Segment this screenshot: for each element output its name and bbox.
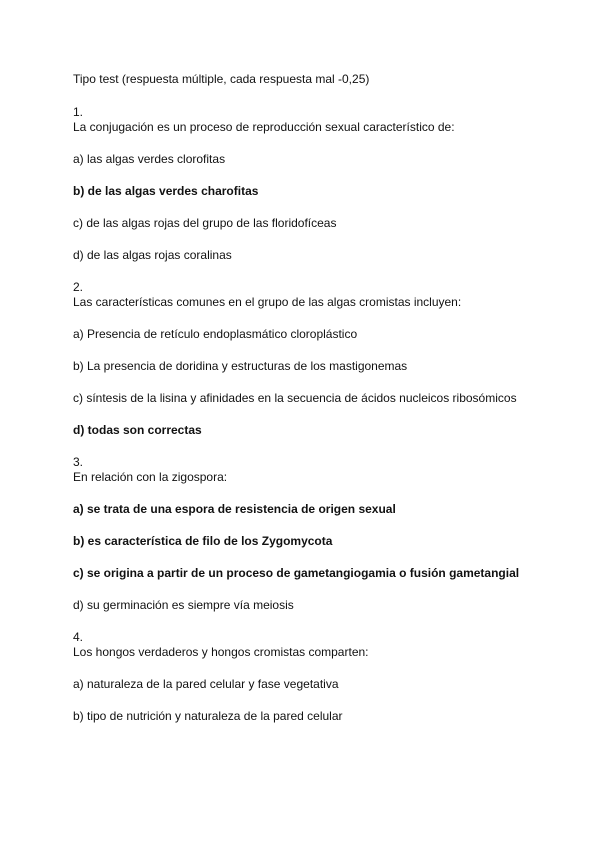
option-c: c) de las algas rojas del grupo de las floridofíceas (73, 216, 337, 230)
option-a: a) se trata de una espora de resistencia de origen sexual (73, 502, 396, 516)
option-c: c) síntesis de la lisina y afinidades en la secuencia de ácidos nucleicos ribosómicos (73, 391, 517, 405)
question-number: 2. (73, 280, 84, 294)
option-a: a) naturaleza de la pared celular y fase vegetativa (73, 677, 339, 691)
question-3 (73, 455, 543, 613)
question-text: Las características comunes en el grupo de las algas cromistas incluyen: (73, 295, 462, 309)
option-d: d) de las algas rojas coralinas (73, 248, 232, 262)
question-4 (73, 630, 543, 724)
test-heading: Tipo test (respuesta múltiple, cada respuesta mal -0,25) (73, 72, 370, 86)
option-a: a) Presencia de retículo endoplasmático cloroplástico (73, 327, 358, 341)
question-number: 4. (73, 630, 84, 644)
question-text: En relación con la zigospora: (73, 470, 228, 484)
option-b: b) La presencia de doridina y estructuras de los mastigonemas (73, 359, 408, 373)
option-b: b) es característica de filo de los Zygomycota (73, 534, 333, 548)
question-1 (73, 105, 543, 263)
question-text: La conjugación es un proceso de reproducción sexual característico de: (73, 120, 455, 134)
question-2 (73, 280, 543, 438)
option-a: a) las algas verdes clorofitas (73, 152, 226, 166)
question-text: Los hongos verdaderos y hongos cromistas comparten: (73, 645, 369, 659)
question-number: 1. (73, 105, 84, 119)
option-d: d) su germinación es siempre vía meiosis (73, 598, 294, 612)
question-number: 3. (73, 455, 84, 469)
document-content (73, 72, 543, 741)
option-c: c) se origina a partir de un proceso de gametangiogamia o fusión gametangial (73, 566, 520, 580)
option-b: b) tipo de nutrición y naturaleza de la pared celular (73, 709, 343, 723)
option-d: d) todas son correctas (73, 423, 202, 437)
option-b: b) de las algas verdes charofitas (73, 184, 259, 198)
